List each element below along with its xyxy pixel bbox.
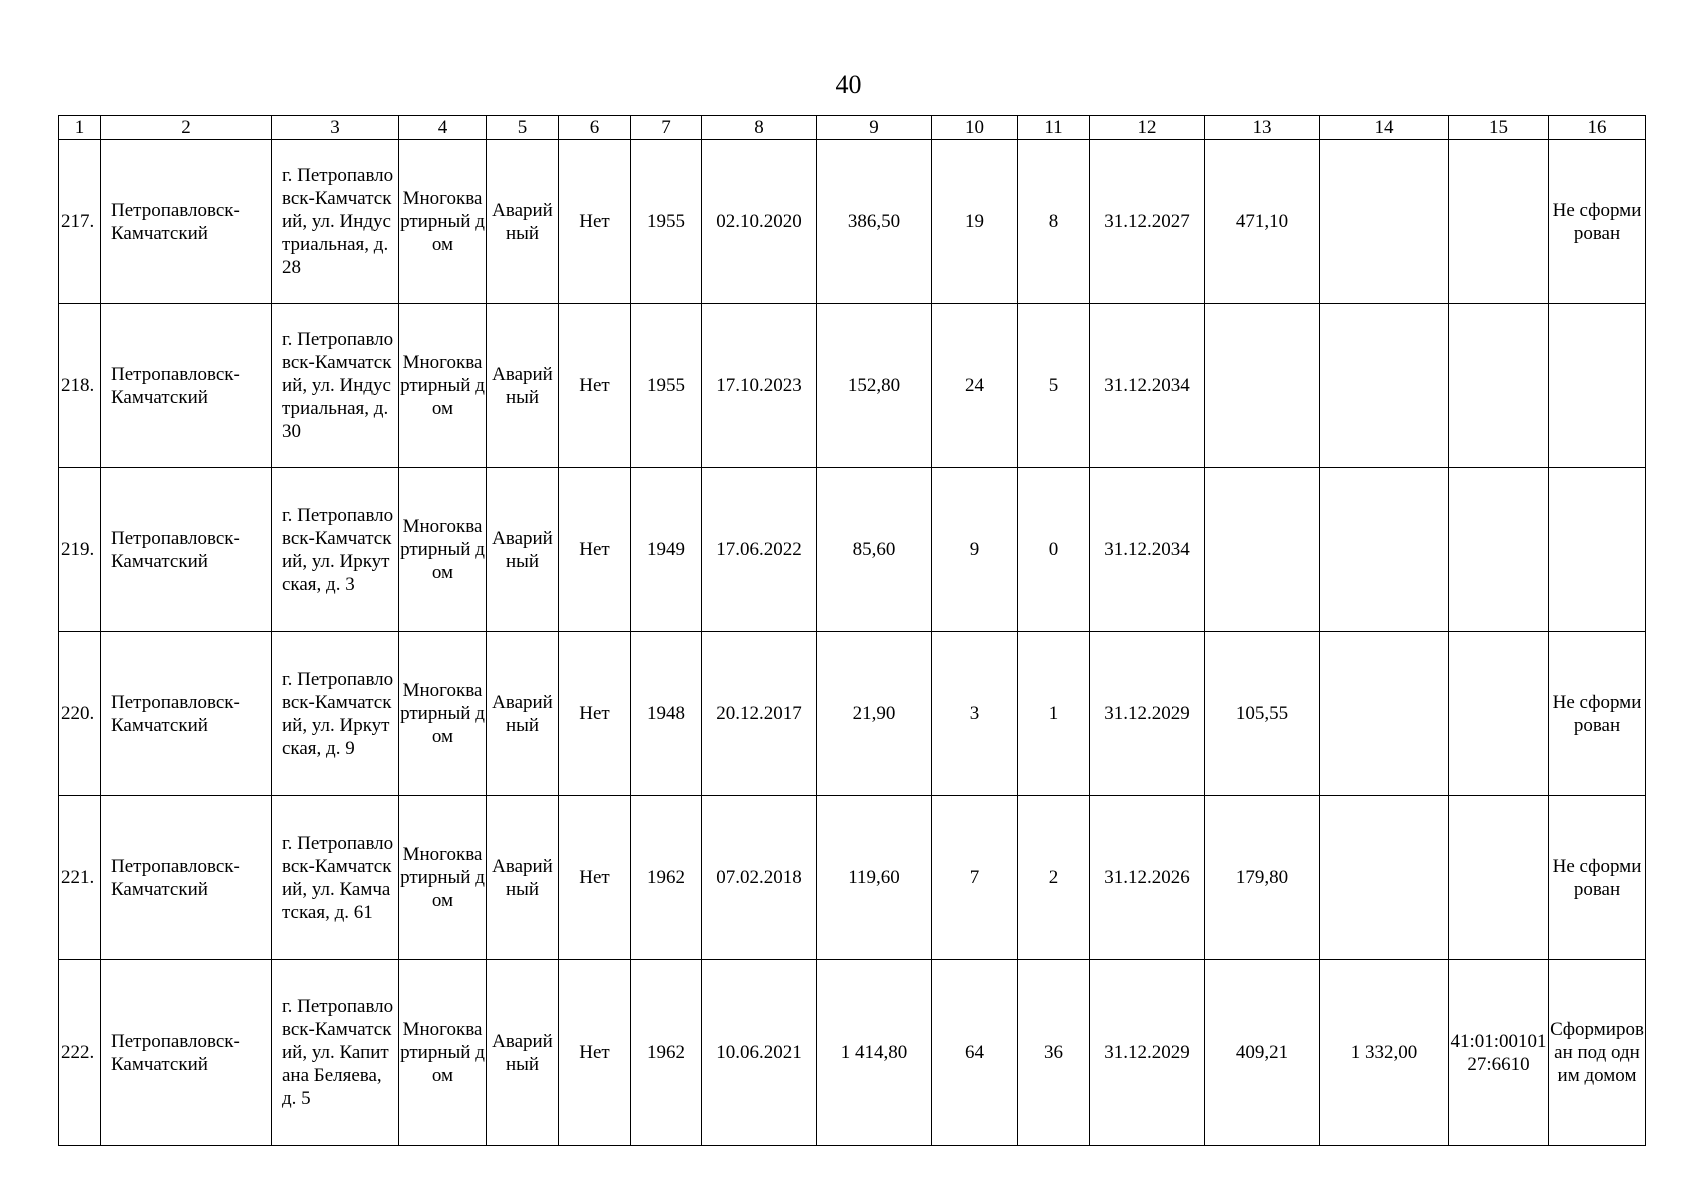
- table-row: [59, 632, 1646, 796]
- municipality: Петропавловск-Камчатский: [101, 468, 272, 632]
- year-built: 1962: [631, 796, 702, 960]
- area: 152,80: [817, 304, 932, 468]
- year-built: 1955: [631, 140, 702, 304]
- year-built: 1949: [631, 468, 702, 632]
- area: 386,50: [817, 140, 932, 304]
- land-status: Не сформирован: [1549, 796, 1646, 960]
- cell-10: 9: [932, 468, 1018, 632]
- building-type: Многоквартирный дом: [399, 960, 487, 1146]
- municipality: Петропавловск-Камчатский: [101, 632, 272, 796]
- address: г. Петропавловск-Камчатский, ул. Камчатская, д. 61: [272, 796, 399, 960]
- header-cell: 6: [559, 116, 631, 140]
- recognition-date: 17.10.2023: [702, 304, 817, 468]
- recognition-date: 17.06.2022: [702, 468, 817, 632]
- deadline-date: 31.12.2029: [1090, 960, 1205, 1146]
- cadastral-number: [1449, 796, 1549, 960]
- header-cell: 7: [631, 116, 702, 140]
- table-row: [59, 960, 1646, 1146]
- deadline-date: 31.12.2029: [1090, 632, 1205, 796]
- condition: Аварийный: [487, 632, 559, 796]
- header-cell: 15: [1449, 116, 1549, 140]
- table-row: [59, 304, 1646, 468]
- condition: Аварийный: [487, 140, 559, 304]
- cell-14: 1 332,00: [1320, 960, 1449, 1146]
- cell-14: [1320, 796, 1449, 960]
- cell-11: 1: [1018, 632, 1090, 796]
- header-cell: 8: [702, 116, 817, 140]
- cell-10: 24: [932, 304, 1018, 468]
- recognition-date: 10.06.2021: [702, 960, 817, 1146]
- address: г. Петропавловск-Камчатский, ул. Иркутская, д. 3: [272, 468, 399, 632]
- cell-14: [1320, 140, 1449, 304]
- cell-10: 7: [932, 796, 1018, 960]
- header-cell: 9: [817, 116, 932, 140]
- cell-14: [1320, 304, 1449, 468]
- year-built: 1948: [631, 632, 702, 796]
- building-type: Многоквартирный дом: [399, 468, 487, 632]
- cell-6: Нет: [559, 140, 631, 304]
- cadastral-number: [1449, 468, 1549, 632]
- cell-6: Нет: [559, 796, 631, 960]
- address: г. Петропавловск-Камчатский, ул. Иркутская, д. 9: [272, 632, 399, 796]
- deadline-date: 31.12.2026: [1090, 796, 1205, 960]
- cadastral-number: [1449, 304, 1549, 468]
- header-cell: 4: [399, 116, 487, 140]
- table-row: [59, 796, 1646, 960]
- row-number: 222.: [59, 960, 101, 1146]
- cell-6: Нет: [559, 468, 631, 632]
- header-cell: 2: [101, 116, 272, 140]
- table-row: [59, 468, 1646, 632]
- cell-10: 64: [932, 960, 1018, 1146]
- cell-6: Нет: [559, 304, 631, 468]
- municipality: Петропавловск-Камчатский: [101, 140, 272, 304]
- year-built: 1962: [631, 960, 702, 1146]
- address: г. Петропавловск-Камчатский, ул. Индустриальная, д. 28: [272, 140, 399, 304]
- deadline-date: 31.12.2027: [1090, 140, 1205, 304]
- cell-11: 36: [1018, 960, 1090, 1146]
- building-type: Многоквартирный дом: [399, 796, 487, 960]
- cell-13: 409,21: [1205, 960, 1320, 1146]
- recognition-date: 20.12.2017: [702, 632, 817, 796]
- header-row: [59, 116, 1646, 140]
- cell-10: 19: [932, 140, 1018, 304]
- area: 119,60: [817, 796, 932, 960]
- recognition-date: 02.10.2020: [702, 140, 817, 304]
- cell-11: 0: [1018, 468, 1090, 632]
- page-number: 40: [835, 70, 862, 99]
- header-cell: 11: [1018, 116, 1090, 140]
- building-type: Многоквартирный дом: [399, 304, 487, 468]
- header-cell: 12: [1090, 116, 1205, 140]
- area: 21,90: [817, 632, 932, 796]
- cadastral-number: 41:01:0010127:6610: [1449, 960, 1549, 1146]
- condition: Аварийный: [487, 960, 559, 1146]
- cell-11: 5: [1018, 304, 1090, 468]
- deadline-date: 31.12.2034: [1090, 304, 1205, 468]
- condition: Аварийный: [487, 304, 559, 468]
- year-built: 1955: [631, 304, 702, 468]
- row-number: 221.: [59, 796, 101, 960]
- area: 1 414,80: [817, 960, 932, 1146]
- building-type: Многоквартирный дом: [399, 140, 487, 304]
- cell-10: 3: [932, 632, 1018, 796]
- cell-13: [1205, 468, 1320, 632]
- cell-13: [1205, 304, 1320, 468]
- cell-13: 179,80: [1205, 796, 1320, 960]
- municipality: Петропавловск-Камчатский: [101, 796, 272, 960]
- cell-11: 8: [1018, 140, 1090, 304]
- cell-13: 471,10: [1205, 140, 1320, 304]
- land-status: Не сформирован: [1549, 140, 1646, 304]
- cell-13: 105,55: [1205, 632, 1320, 796]
- land-status: [1549, 468, 1646, 632]
- land-status: Сформирован под одним домом: [1549, 960, 1646, 1146]
- row-number: 218.: [59, 304, 101, 468]
- recognition-date: 07.02.2018: [702, 796, 817, 960]
- header-cell: 3: [272, 116, 399, 140]
- condition: Аварийный: [487, 468, 559, 632]
- land-status: Не сформирован: [1549, 632, 1646, 796]
- cell-6: Нет: [559, 960, 631, 1146]
- header-cell: 10: [932, 116, 1018, 140]
- cadastral-number: [1449, 632, 1549, 796]
- land-status: [1549, 304, 1646, 468]
- row-number: 219.: [59, 468, 101, 632]
- cell-11: 2: [1018, 796, 1090, 960]
- header-cell: 13: [1205, 116, 1320, 140]
- address: г. Петропавловск-Камчатский, ул. Индустриальная, д. 30: [272, 304, 399, 468]
- header-cell: 5: [487, 116, 559, 140]
- header-cell: 16: [1549, 116, 1646, 140]
- row-number: 220.: [59, 632, 101, 796]
- area: 85,60: [817, 468, 932, 632]
- header-cell: 1: [59, 116, 101, 140]
- cadastral-number: [1449, 140, 1549, 304]
- cell-6: Нет: [559, 632, 631, 796]
- municipality: Петропавловск-Камчатский: [101, 304, 272, 468]
- building-type: Многоквартирный дом: [399, 632, 487, 796]
- deadline-date: 31.12.2034: [1090, 468, 1205, 632]
- header-cell: 14: [1320, 116, 1449, 140]
- housing-table: [58, 115, 1646, 1146]
- address: г. Петропавловск-Камчатский, ул. Капитана Беляева, д. 5: [272, 960, 399, 1146]
- condition: Аварийный: [487, 796, 559, 960]
- cell-14: [1320, 468, 1449, 632]
- cell-14: [1320, 632, 1449, 796]
- municipality: Петропавловск-Камчатский: [101, 960, 272, 1146]
- row-number: 217.: [59, 140, 101, 304]
- table-row: [59, 140, 1646, 304]
